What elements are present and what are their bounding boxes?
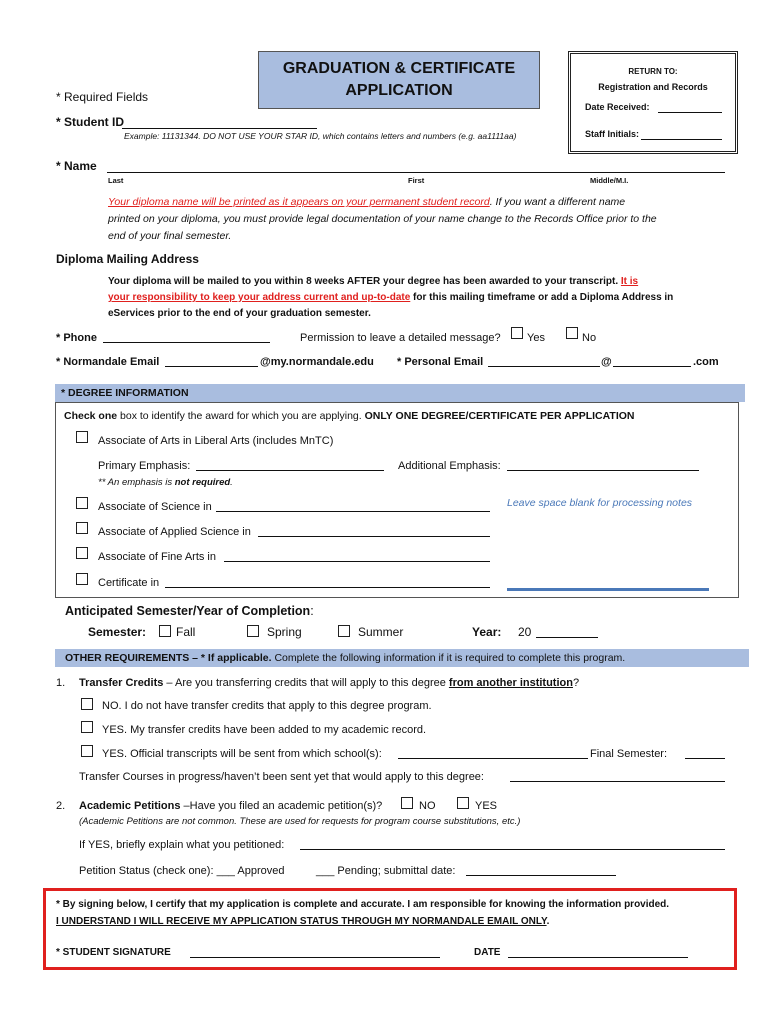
mailing-text-1: Your diploma will be mailed to you within 8 weeks AFTER your degree has been awarded to your transcript. <box>108 276 619 287</box>
office-name: Registration and Records <box>598 82 708 92</box>
processing-notes-rule <box>507 588 709 591</box>
final-semester-label: Final Semester: <box>590 748 668 760</box>
email-status-notice <box>56 916 549 927</box>
staff-initials-field[interactable] <box>641 128 722 140</box>
spring-checkbox[interactable] <box>247 625 259 637</box>
q2-number: 2. <box>56 800 66 812</box>
submittal-date-field[interactable] <box>466 864 616 876</box>
name-label: * Name <box>56 159 97 173</box>
as-field[interactable] <box>216 500 490 512</box>
mailing-heading: Diploma Mailing Address <box>56 252 199 266</box>
q1-emphasis: from another institution <box>448 677 573 689</box>
dotcom-suffix: .com <box>693 356 719 368</box>
first-name-caption: First <box>408 176 425 185</box>
permission-no-label: No <box>582 332 597 344</box>
email-status-end: . <box>546 916 550 927</box>
mailing-red-2: your responsibility to keep your address current and up-to-date <box>108 292 411 303</box>
year-prefix: 20 <box>518 625 532 639</box>
personal-email-domain-field[interactable] <box>613 355 691 367</box>
middle-name-caption: Middle/M.I. <box>590 176 629 185</box>
normandale-domain: @my.normandale.edu <box>260 356 374 368</box>
office-use-box <box>568 51 738 154</box>
semester-label: Semester: <box>88 625 147 639</box>
q1-text <box>79 677 579 689</box>
normandale-email-field[interactable] <box>165 355 258 367</box>
name-field[interactable] <box>107 159 725 173</box>
diploma-name-warning: Your diploma name will be printed as it appears on your permanent student record <box>108 196 490 208</box>
q1-bold: Transfer Credits <box>79 677 164 689</box>
petition-yes-checkbox[interactable] <box>457 797 469 809</box>
aas-field[interactable] <box>258 525 490 537</box>
return-to-label: RETURN TO: <box>628 67 678 76</box>
year-label: Year: <box>472 625 502 639</box>
signature-date-label: DATE <box>474 947 501 958</box>
phone-label: * Phone <box>56 332 97 344</box>
at-sign: @ <box>601 356 612 368</box>
other-requirements-band <box>55 649 749 667</box>
student-id-example: Example: 11131344. DO NOT USE YOUR STAR ID, which contains letters and numbers (e.g. aa1111aa) <box>124 131 517 141</box>
in-progress-label: Transfer Courses in progress/haven’t been sent yet that would apply to this degree: <box>79 771 484 783</box>
normandale-email-label: * Normandale Email <box>56 356 160 368</box>
required-fields-note: * Required Fields <box>56 90 149 104</box>
q1-question: – Are you transferring credits that will apply to this degree <box>163 677 449 689</box>
degree-instruction-bold: Check one <box>64 410 118 422</box>
summer-checkbox[interactable] <box>338 625 350 637</box>
petition-no-checkbox[interactable] <box>401 797 413 809</box>
signature-date-field[interactable] <box>508 946 688 958</box>
personal-email-user-field[interactable] <box>488 355 600 367</box>
additional-emphasis-label: Additional Emphasis: <box>398 460 501 472</box>
degree-instruction <box>64 410 635 422</box>
permission-no-checkbox[interactable] <box>566 327 578 339</box>
signature-label: * STUDENT SIGNATURE <box>56 947 171 958</box>
degree-band: * DEGREE INFORMATION <box>55 384 745 402</box>
email-status-text: I UNDERSTAND I WILL RECEIVE MY APPLICATION STATUS THROUGH MY NORMANDALE EMAIL ONLY <box>56 916 547 927</box>
emphasis-note-text: ** An emphasis is <box>98 477 175 488</box>
primary-emphasis-field[interactable] <box>196 459 384 471</box>
year-field[interactable] <box>536 625 598 638</box>
notice-text-1: . If you want a different name <box>489 196 626 208</box>
as-checkbox[interactable] <box>76 497 88 509</box>
emphasis-note-bold: not required <box>174 477 231 488</box>
date-received-label: Date Received: <box>585 102 650 112</box>
permission-label: Permission to leave a detailed message? <box>300 332 501 344</box>
certification-statement: * By signing below, I certify that my application is complete and accurate. I am responsible for knowing the information provided. <box>56 899 670 910</box>
completion-colon: : <box>310 604 314 618</box>
in-progress-field[interactable] <box>510 770 725 782</box>
degree-instruction-text: box to identify the award for which you are applying. <box>117 410 365 422</box>
degree-instruction-caps: ONLY ONE DEGREE/CERTIFICATE PER APPLICATION <box>364 410 635 422</box>
q1-end: ? <box>572 677 580 689</box>
fall-checkbox[interactable] <box>159 625 171 637</box>
spring-label: Spring <box>267 625 302 639</box>
other-band-bold: OTHER REQUIREMENTS – * If applicable. <box>65 652 272 664</box>
aa-label: Associate of Arts in Liberal Arts (includes MnTC) <box>98 435 334 447</box>
emphasis-note <box>98 477 233 488</box>
transfer-yes-sent-label: YES. Official transcripts will be sent from which school(s): <box>102 748 382 760</box>
date-received-field[interactable] <box>658 101 722 113</box>
petition-pending-label: ___ Pending; submittal date: <box>316 865 456 877</box>
q2-bold: Academic Petitions <box>79 800 181 812</box>
petition-no-label: NO <box>419 800 436 812</box>
afa-field[interactable] <box>224 550 490 562</box>
form-title <box>258 51 540 109</box>
completion-heading-text: Anticipated Semester/Year of Completion <box>65 604 311 618</box>
permission-yes-checkbox[interactable] <box>511 327 523 339</box>
diploma-name-notice <box>108 194 728 245</box>
transfer-yes-recorded-label: YES. My transfer credits have been added to my academic record. <box>102 724 427 736</box>
q2-text <box>79 800 382 812</box>
mailing-text <box>108 274 708 322</box>
aas-label: Associate of Applied Science in <box>98 526 251 538</box>
last-name-caption: Last <box>108 176 124 185</box>
title-line-2: APPLICATION <box>345 82 453 99</box>
certificate-label: Certificate in <box>98 577 160 589</box>
phone-field[interactable] <box>103 331 270 343</box>
mailing-text-2: for this mailing timeframe or add a Diploma Address in <box>410 292 674 303</box>
permission-yes-label: Yes <box>527 332 545 344</box>
mailing-red-1: It is <box>620 276 639 287</box>
transfer-no-checkbox[interactable] <box>81 698 93 710</box>
certificate-field[interactable] <box>165 576 490 588</box>
primary-emphasis-label: Primary Emphasis: <box>98 460 191 472</box>
as-label: Associate of Science in <box>98 501 212 513</box>
fall-label: Fall <box>176 625 196 639</box>
mailing-text-3: eServices prior to the end of your graduation semester. <box>108 308 371 319</box>
aas-checkbox[interactable] <box>76 522 88 534</box>
transfer-no-label: NO. I do not have transfer credits that apply to this degree program. <box>102 700 432 712</box>
q2-question: –Have you filed an academic petition(s)? <box>180 800 383 812</box>
transfer-yes-recorded-checkbox[interactable] <box>81 721 93 733</box>
afa-label: Associate of Fine Arts in <box>98 551 216 563</box>
petition-status-label: Petition Status (check one): ___ Approved <box>79 865 285 877</box>
transfer-yes-sent-checkbox[interactable] <box>81 745 93 757</box>
student-id-field[interactable] <box>122 115 317 129</box>
signature-field[interactable] <box>190 946 440 958</box>
personal-email-label: * Personal Email <box>397 356 484 368</box>
transfer-schools-field[interactable] <box>398 747 588 759</box>
certificate-checkbox[interactable] <box>76 573 88 585</box>
processing-note: Leave space blank for processing notes <box>507 497 693 509</box>
emphasis-note-end: . <box>230 477 233 488</box>
title-line-1: GRADUATION & CERTIFICATE <box>282 60 516 77</box>
aa-checkbox[interactable] <box>76 431 88 443</box>
student-id-label: * Student ID <box>56 115 124 129</box>
notice-text-2: printed on your diploma, you must provide legal documentation of your name change to the Records Office prior to the <box>108 213 657 225</box>
completion-heading <box>65 604 314 618</box>
petition-yes-label: YES <box>475 800 498 812</box>
petition-explain-label: If YES, briefly explain what you petitioned: <box>79 839 285 851</box>
petition-explain-field[interactable] <box>300 838 725 850</box>
summer-label: Summer <box>358 625 404 639</box>
notice-text-3: end of your final semester. <box>108 230 232 242</box>
other-band-text: Complete the following information if it is required to complete this program. <box>271 652 626 664</box>
q1-number: 1. <box>56 677 66 689</box>
final-semester-field[interactable] <box>685 747 725 759</box>
staff-initials-label: Staff Initials: <box>585 129 640 139</box>
petition-note: (Academic Petitions are not common. These are used for requests for program course substitutions, etc.) <box>79 816 521 827</box>
additional-emphasis-field[interactable] <box>507 459 699 471</box>
afa-checkbox[interactable] <box>76 547 88 559</box>
